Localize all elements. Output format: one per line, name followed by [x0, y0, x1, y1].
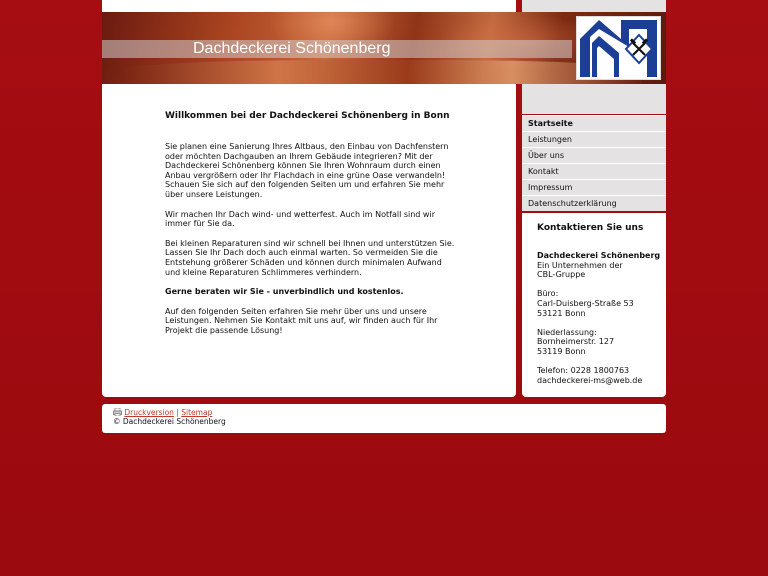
- email[interactable]: dachdeckerei-ms@web.de: [537, 375, 643, 385]
- contact-box: [522, 213, 666, 397]
- footer-separator: |: [176, 408, 179, 417]
- branch-label: Niederlassung:: [537, 327, 597, 337]
- nav-item-ueber-uns[interactable]: Über uns: [522, 147, 666, 163]
- branch-city: 53119 Bonn: [537, 346, 586, 356]
- office-city: 53121 Bonn: [537, 308, 586, 318]
- main-navigation: [522, 115, 666, 211]
- highlight-paragraph: Gerne beraten wir Sie - unverbindlich und kostenlos.: [165, 287, 404, 297]
- office-street: Carl-Duisberg-Straße 53: [537, 298, 634, 308]
- roof-tiles-image: [122, 60, 642, 84]
- print-link[interactable]: Druckversion: [124, 408, 174, 417]
- paragraph: Auf den folgenden Seiten erfahren Sie mehr über uns und unsere Leistungen. Nehmen Sie Kontakt mit uns auf, wir finden auch für Ihr Projekt die passende Lösung!: [165, 306, 438, 335]
- main-content: [102, 84, 516, 397]
- sitemap-link[interactable]: Sitemap: [181, 408, 213, 417]
- contact-heading: Kontaktieren Sie uns: [537, 223, 644, 233]
- phone: Telefon: 0228 1800763: [537, 366, 630, 376]
- page-title: Willkommen bei der Dachdeckerei Schönenberg in Bonn: [165, 111, 450, 121]
- nav-item-datenschutz[interactable]: Datenschutzerklärung: [522, 195, 666, 211]
- roof-house-hammer-logo[interactable]: [576, 16, 661, 80]
- company-group: CBL-Gruppe: [537, 270, 586, 280]
- nav-item-impressum[interactable]: Impressum: [522, 179, 666, 195]
- nav-item-kontakt[interactable]: Kontakt: [522, 163, 666, 179]
- site-title: Dachdeckerei Schönenberg: [193, 40, 391, 57]
- footer: [102, 404, 666, 433]
- paragraph: Bei kleinen Reparaturen sind wir schnell bei Ihnen und unterstützen Sie. Lassen Sie Ihr Dach doch auch einmal warten. So vermeiden Sie die Entstehung größerer Schäden und können durch minimalen Aufwand und kleine Reparaturen Schlimmeres verhindern.: [165, 238, 455, 277]
- header-banner: [102, 12, 666, 84]
- intro-paragraph: Sie planen eine Sanierung Ihres Altbaus, den Einbau von Dachfenstern oder möchten Dachgauben an Ihrem Gebäude integrieren? Mit der Dachdeckerei Schönenberg können Sie Ihren Wohnraum durch einen Anbau vergrößern oder Ihr Flachdach in eine grüne Oase verwandeln! Schauen Sie sich auf den folgenden Seiten um und erfahren Sie mehr über unsere Leistungen.: [165, 142, 449, 199]
- company-tagline: Ein Unternehmen der: [537, 260, 623, 270]
- branch-street: Bornheimerstr. 127: [537, 337, 615, 347]
- office-label: Büro:: [537, 289, 559, 299]
- company-name: Dachdeckerei Schönenberg: [537, 251, 661, 260]
- top-strip-right: [522, 0, 666, 12]
- top-strip: [102, 0, 516, 12]
- nav-item-leistungen[interactable]: Leistungen: [522, 131, 666, 147]
- paragraph: Wir machen Ihr Dach wind- und wetterfest. Auch im Notfall sind wir immer für Sie da.: [165, 209, 435, 229]
- sidebar-top: [522, 84, 666, 114]
- nav-item-startseite[interactable]: Startseite: [522, 115, 666, 131]
- printer-icon: [113, 408, 122, 416]
- copyright: © Dachdeckerei Schönenberg: [113, 417, 226, 426]
